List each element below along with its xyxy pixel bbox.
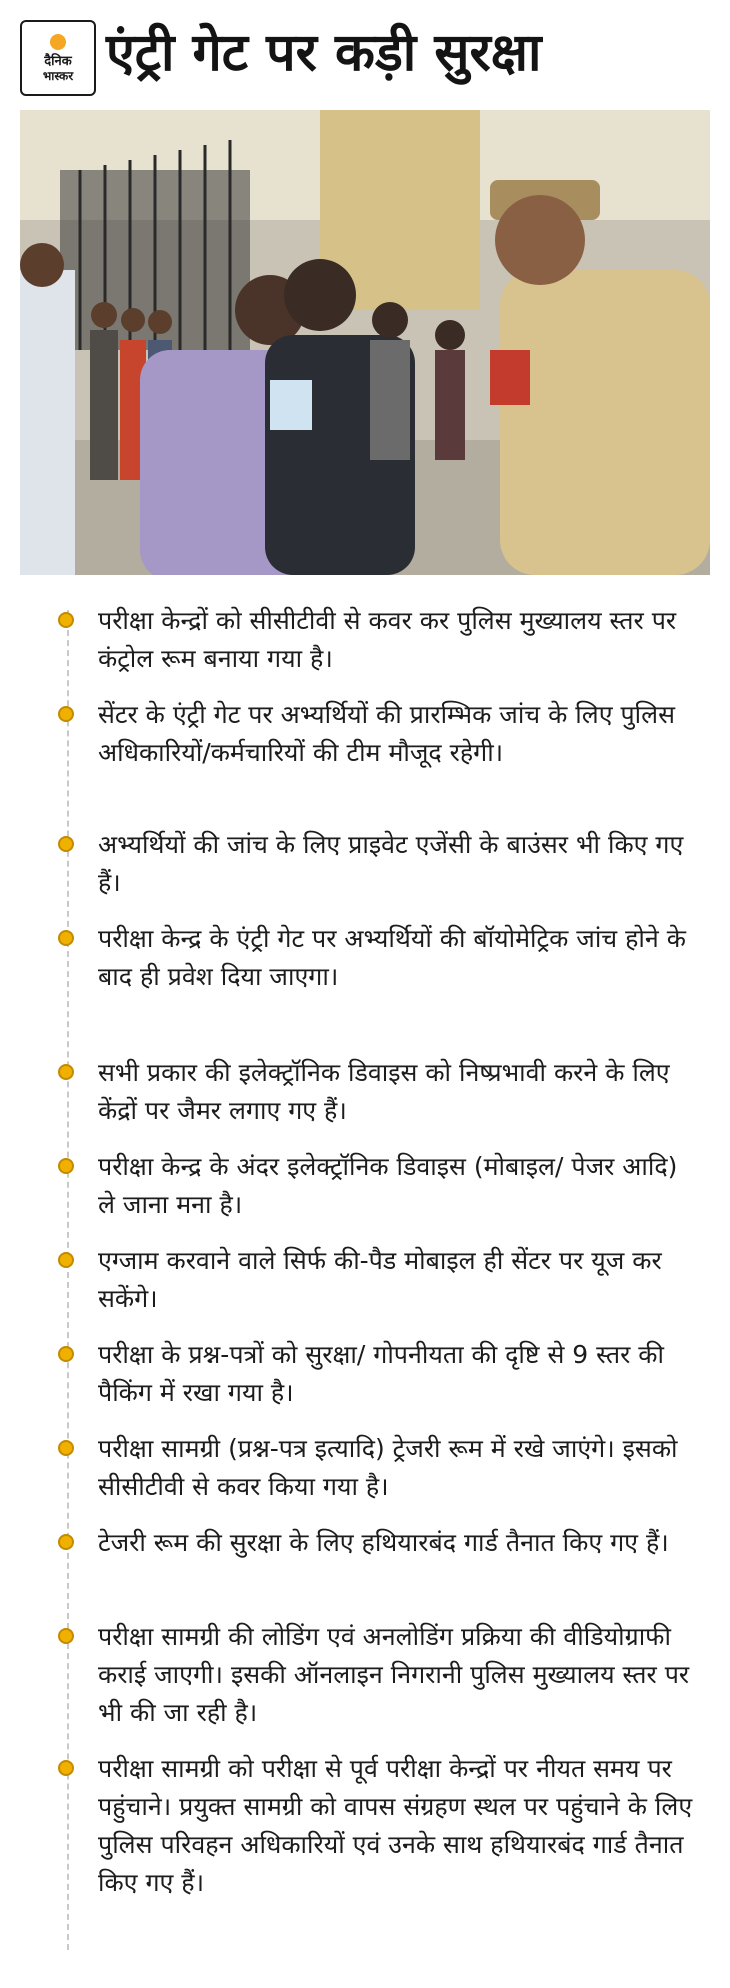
list-item-text: परीक्षा सामग्री की लोडिंग एवं अनलोडिंग प्रक्रिया की वीडियोग्राफी कराई जाएगी। इसकी ऑनलाइन निगरानी पुलिस मुख्यालय स्तर पर भी की जा रही है। <box>98 1622 690 1727</box>
bullet-dot-icon <box>58 930 74 946</box>
bullet-dot-icon <box>58 1534 74 1550</box>
logo-text-line1: दैनिक <box>44 53 72 69</box>
list-item-text: सभी प्रकार की इलेक्ट्रॉनिक डिवाइस को निष्प्रभावी करने के लिए केंद्रों पर जैमर लगाए गए हैं। <box>98 1058 670 1125</box>
list-item-text: परीक्षा केन्द्र के अंदर इलेक्ट्रॉनिक डिवाइस (मोबाइल/ पेजर आदि) ले जाना मना है। <box>98 1152 678 1219</box>
news-photo <box>20 110 710 575</box>
bullet-dot-icon <box>58 1628 74 1644</box>
page-title: एंट्री गेट पर कड़ी सुरक्षा <box>106 23 542 83</box>
logo-text-line2: भास्कर <box>42 68 74 83</box>
header <box>0 0 730 105</box>
bullet-dot-icon <box>58 1064 74 1080</box>
list-item-text: अभ्यर्थियों की जांच के लिए प्राइवेट एजेंसी के बाउंसर भी किए गए हैं। <box>98 830 684 897</box>
list-item-text: परीक्षा केन्द्रों को सीसीटीवी से कवर कर पुलिस मुख्यालय स्तर पर कंट्रोल रूम बनाया गया है। <box>98 606 677 673</box>
bullet-dot-icon <box>58 1158 74 1174</box>
list-item-text: परीक्षा के प्रश्न-पत्रों को सुरक्षा/ गोपनीयता की दृष्टि से 9 स्तर की पैकिंग में रखा गया है। <box>98 1340 664 1407</box>
list-item-text: परीक्षा केन्द्र के एंट्री गेट पर अभ्यर्थियों की बॉयोमेट्रिक जांच होने के बाद ही प्रवेश दिया जाएगा। <box>98 924 686 991</box>
bullet-dot-icon <box>58 612 74 628</box>
bullet-dot-icon <box>58 1252 74 1268</box>
list-item-text: एग्जाम करवाने वाले सिर्फ की-पैड मोबाइल ही सेंटर पर यूज कर सकेंगे। <box>98 1246 662 1313</box>
bullet-dot-icon <box>58 1760 74 1776</box>
bullet-dot-icon <box>58 1346 74 1362</box>
bullet-dot-icon <box>58 706 74 722</box>
list-item-text: परीक्षा सामग्री को परीक्षा से पूर्व परीक्षा केन्द्रों पर नीयत समय पर पहुंचाने। प्रयुक्त सामग्री को वापस संग्रहण स्थल पर पहुंचाने के लिए पुलिस परिवहन अधिकारियों एवं उनके साथ हथियारबंद गार्ड तैनात किए गए हैं। <box>98 1754 693 1897</box>
sun-icon <box>50 34 66 50</box>
bullet-dot-icon <box>58 836 74 852</box>
list-item-text: परीक्षा सामग्री (प्रश्न-पत्र इत्यादि) ट्रेजरी रूम में रखे जाएंगे। इसको सीसीटीवी से कवर किया गया है। <box>98 1434 678 1501</box>
bullet-dot-icon <box>58 1440 74 1456</box>
timeline-line <box>67 610 69 1950</box>
brand-logo[interactable] <box>20 20 96 96</box>
list-item-text: टेजरी रूम की सुरक्षा के लिए हथियारबंद गार्ड तैनात किए गए हैं। <box>98 1528 669 1557</box>
list-item-text: सेंटर के एंट्री गेट पर अभ्यर्थियों की प्रारम्भिक जांच के लिए पुलिस अधिकारियों/कर्मचारियों की टीम मौजूद रहेगी। <box>98 700 675 767</box>
